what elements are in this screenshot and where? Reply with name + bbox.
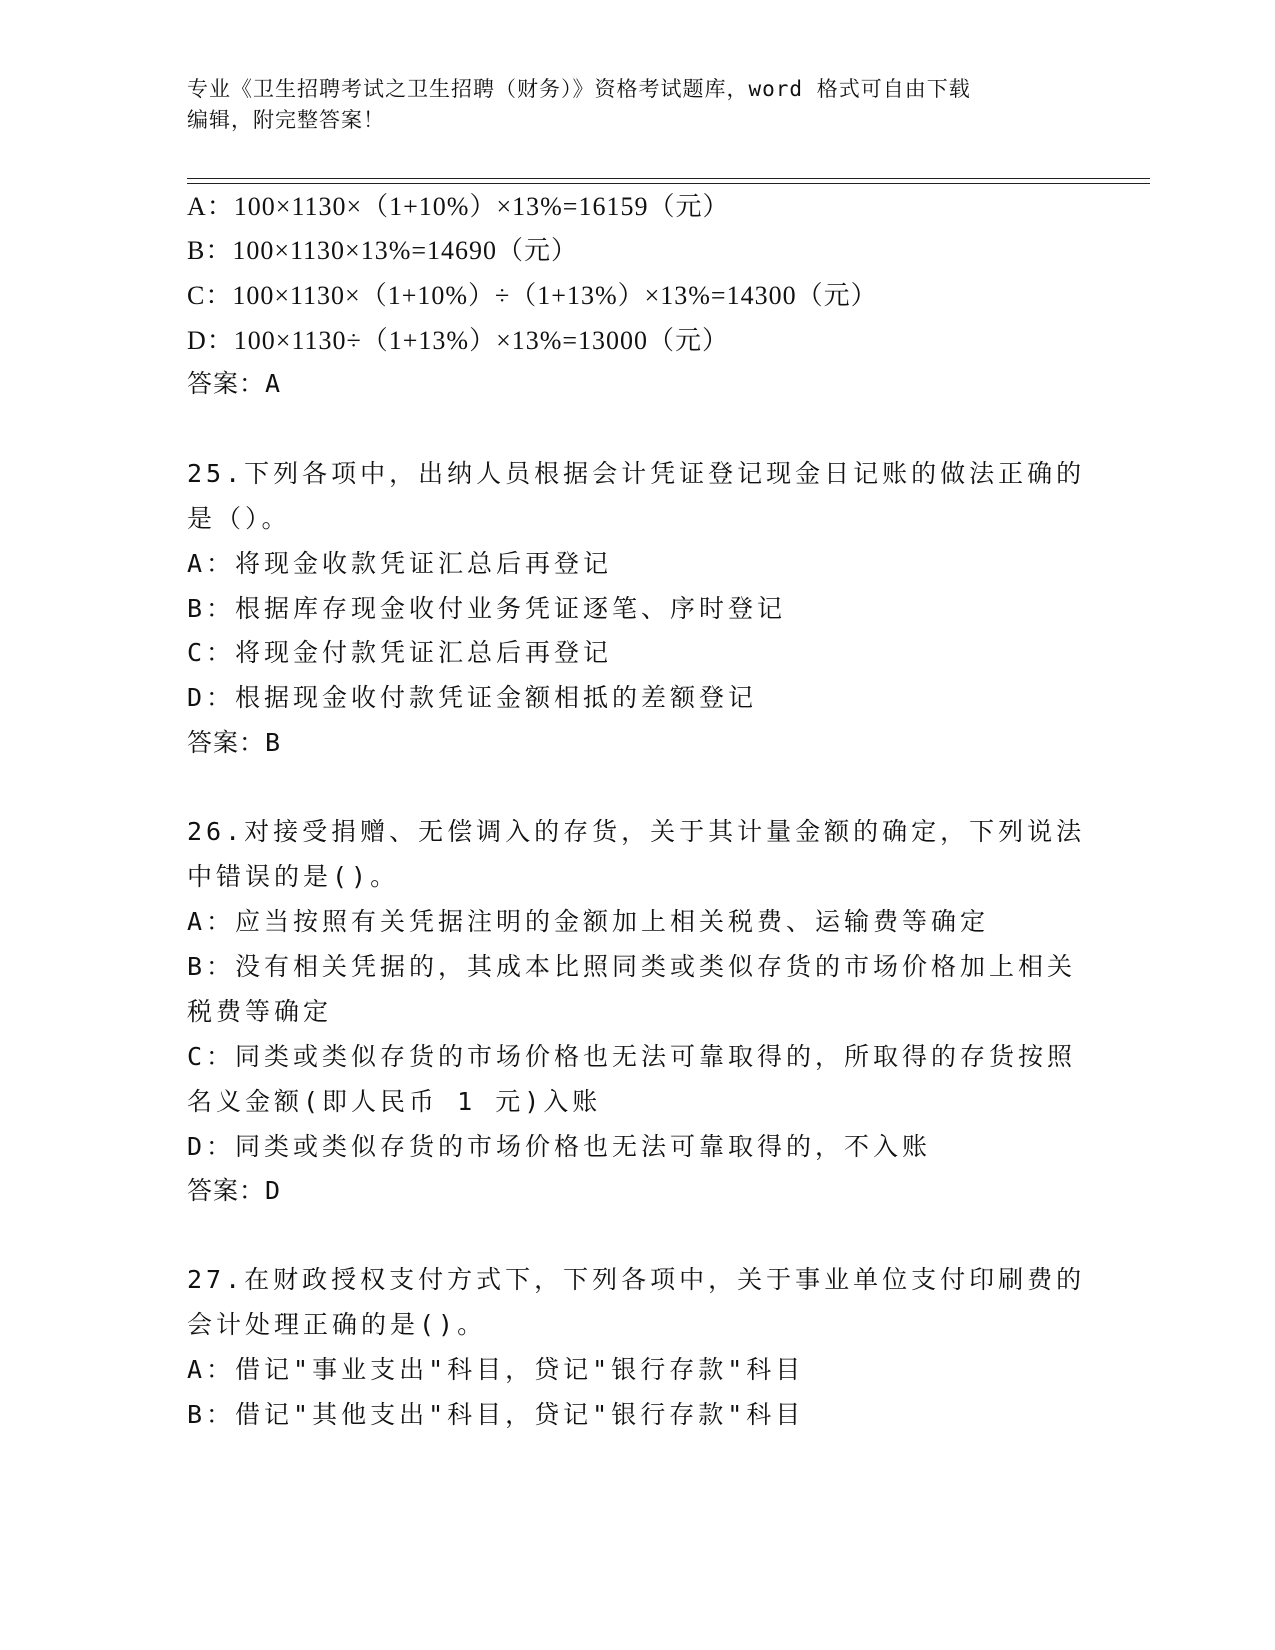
q24-option-c: C：100×1130×（1+10%）÷（1+13%）×13%=14300（元） bbox=[187, 281, 878, 310]
q27-stem-line-1: 27.在财政授权支付方式下，下列各项中，关于事业单位支付印刷费的 bbox=[187, 1265, 1086, 1294]
header-divider-bottom bbox=[187, 183, 1150, 184]
q27-option-a: A：借记"事业支出"科目，贷记"银行存款"科目 bbox=[187, 1355, 805, 1384]
q24-option-d: D：100×1130÷（1+13%）×13%=13000（元） bbox=[187, 326, 730, 355]
q25-answer: 答案：B bbox=[187, 728, 282, 757]
document-header bbox=[187, 74, 1087, 136]
q27-stem-line-2: 会计处理正确的是()。 bbox=[187, 1310, 487, 1339]
q25-stem-line-1: 25.下列各项中，出纳人员根据会计凭证登记现金日记账的做法正确的 bbox=[187, 459, 1086, 488]
q26-option-d: D：同类或类似存货的市场价格也无法可靠取得的，不入账 bbox=[187, 1132, 932, 1161]
q24-option-a: A：100×1130×（1+10%）×13%=16159（元） bbox=[187, 192, 730, 221]
q24-answer: 答案：A bbox=[187, 369, 282, 398]
header-line-2: 编辑，附完整答案！ bbox=[187, 108, 385, 132]
q25-option-c: C：将现金付款凭证汇总后再登记 bbox=[187, 638, 613, 667]
q24-option-b: B：100×1130×13%=14690（元） bbox=[187, 236, 579, 265]
header-line-1: 专业《卫生招聘考试之卫生招聘（财务）》资格考试题库，word 格式可自由下载 bbox=[187, 77, 971, 101]
q26-option-c-line-1: C：同类或类似存货的市场价格也无法可靠取得的，所取得的存货按照 bbox=[187, 1042, 1077, 1071]
header-divider-top bbox=[187, 178, 1150, 179]
q26-option-c-line-2: 名义金额(即人民币 1 元)入账 bbox=[187, 1087, 602, 1116]
q26-answer: 答案：D bbox=[187, 1176, 282, 1205]
q25-option-a: A：将现金收款凭证汇总后再登记 bbox=[187, 549, 613, 578]
q25-option-d: D：根据现金收付款凭证金额相抵的差额登记 bbox=[187, 683, 758, 712]
q26-stem-line-2: 中错误的是()。 bbox=[187, 862, 400, 891]
q26-option-b-line-1: B：没有相关凭据的，其成本比照同类或类似存货的市场价格加上相关 bbox=[187, 952, 1077, 981]
q27-option-b: B：借记"其他支出"科目，贷记"银行存款"科目 bbox=[187, 1400, 805, 1429]
q26-option-b-line-2: 税费等确定 bbox=[187, 997, 333, 1026]
q25-option-b: B：根据库存现金收付业务凭证逐笔、序时登记 bbox=[187, 594, 787, 623]
q26-stem-line-1: 26.对接受捐赠、无偿调入的存货，关于其计量金额的确定，下列说法 bbox=[187, 817, 1086, 846]
q26-option-a: A：应当按照有关凭据注明的金额加上相关税费、运输费等确定 bbox=[187, 907, 990, 936]
q25-stem-line-2: 是（）。 bbox=[187, 504, 291, 533]
